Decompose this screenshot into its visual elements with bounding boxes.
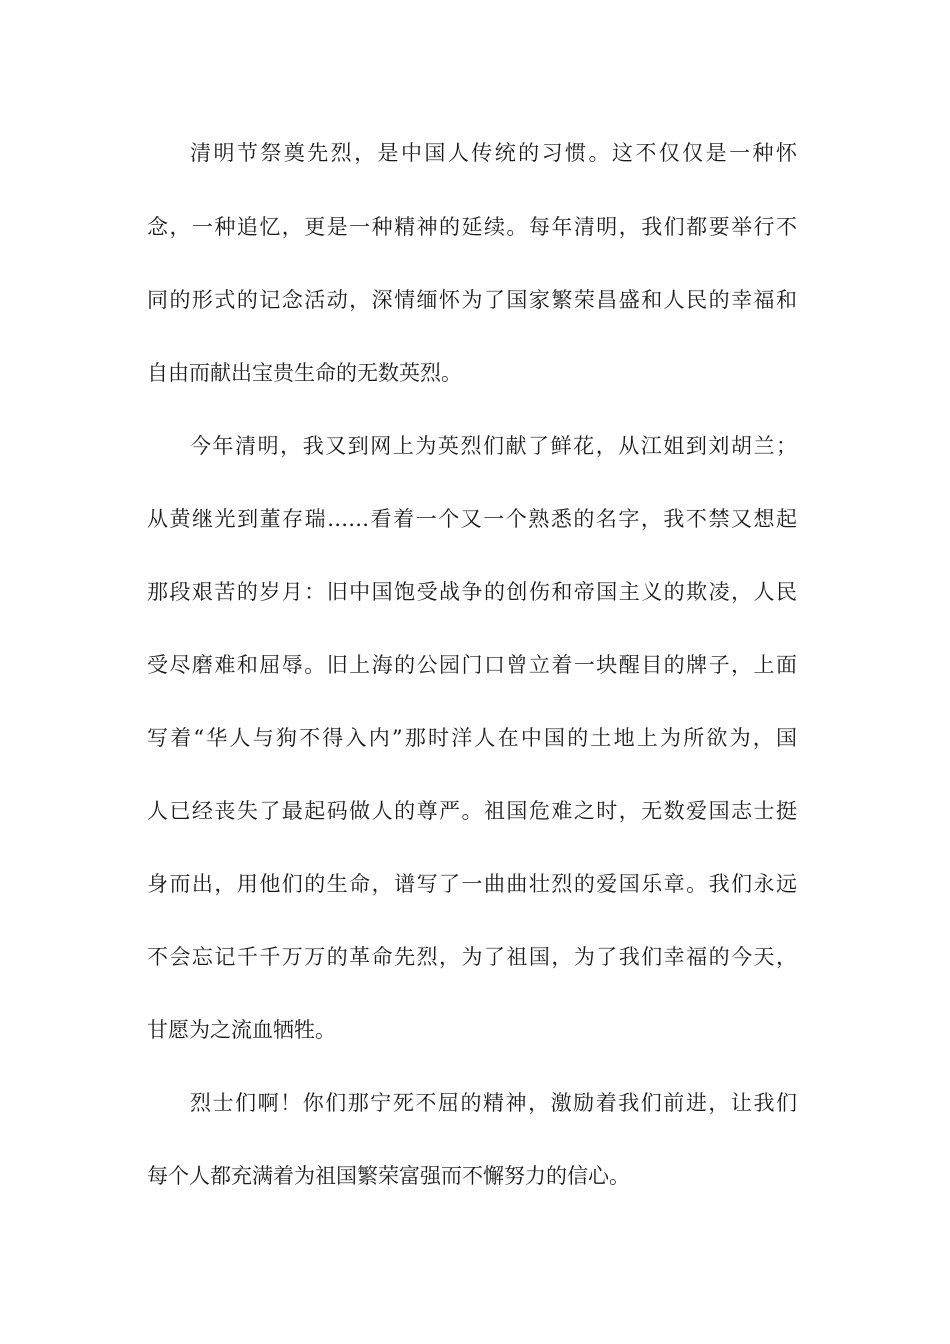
paragraph-1-line-4: 自由而献出宝贵生命的无数英烈。 [147,361,462,385]
paragraph-2-line-7: 身而出，用他们的生命，谱写了一曲曲壮烈的爱国乐章。我们永远 [147,872,797,896]
paragraph-3-line-2: 每个人都充满着为祖国繁荣富强而不懈努力的信心。 [147,1164,630,1188]
paragraph-2-line-9: 甘愿为之流血牺牲。 [147,1018,336,1042]
paragraph-2-line-5: 写着“华人与狗不得入内”那时洋人在中国的土地上为所欲为，国 [147,726,797,750]
paragraph-2-line-4: 受尽磨难和屈辱。旧上海的公园门口曾立着一块醒目的牌子，上面 [147,653,797,677]
paragraph-1-line-2: 念，一种追忆，更是一种精神的延续。每年清明，我们都要举行不 [147,215,797,239]
paragraph-1-line-1: 清明节祭奠先烈，是中国人传统的习惯。这不仅仅是一种怀 [190,141,797,165]
paragraph-3-line-1: 烈士们啊！你们那宁死不屈的精神，激励着我们前进，让我们 [190,1091,797,1115]
paragraph-2-line-8: 不会忘记千千万万的革命先烈，为了祖国，为了我们幸福的今天， [147,945,797,969]
paragraph-2-line-1: 今年清明，我又到网上为英烈们献了鲜花，从江姐到刘胡兰； [190,434,797,458]
paragraph-2-line-3: 那段艰苦的岁月：旧中国饱受战争的创伤和帝国主义的欺凌，人民 [147,580,797,604]
paragraph-2-line-6: 人已经丧失了最起码做人的尊严。祖国危难之时，无数爱国志士挺 [147,799,797,823]
paragraph-2-line-2: 从黄继光到董存瑞……看着一个又一个熟悉的名字，我不禁又想起 [147,507,797,531]
paragraph-1-line-3: 同的形式的记念活动，深情缅怀为了国家繁荣昌盛和人民的幸福和 [147,288,797,312]
